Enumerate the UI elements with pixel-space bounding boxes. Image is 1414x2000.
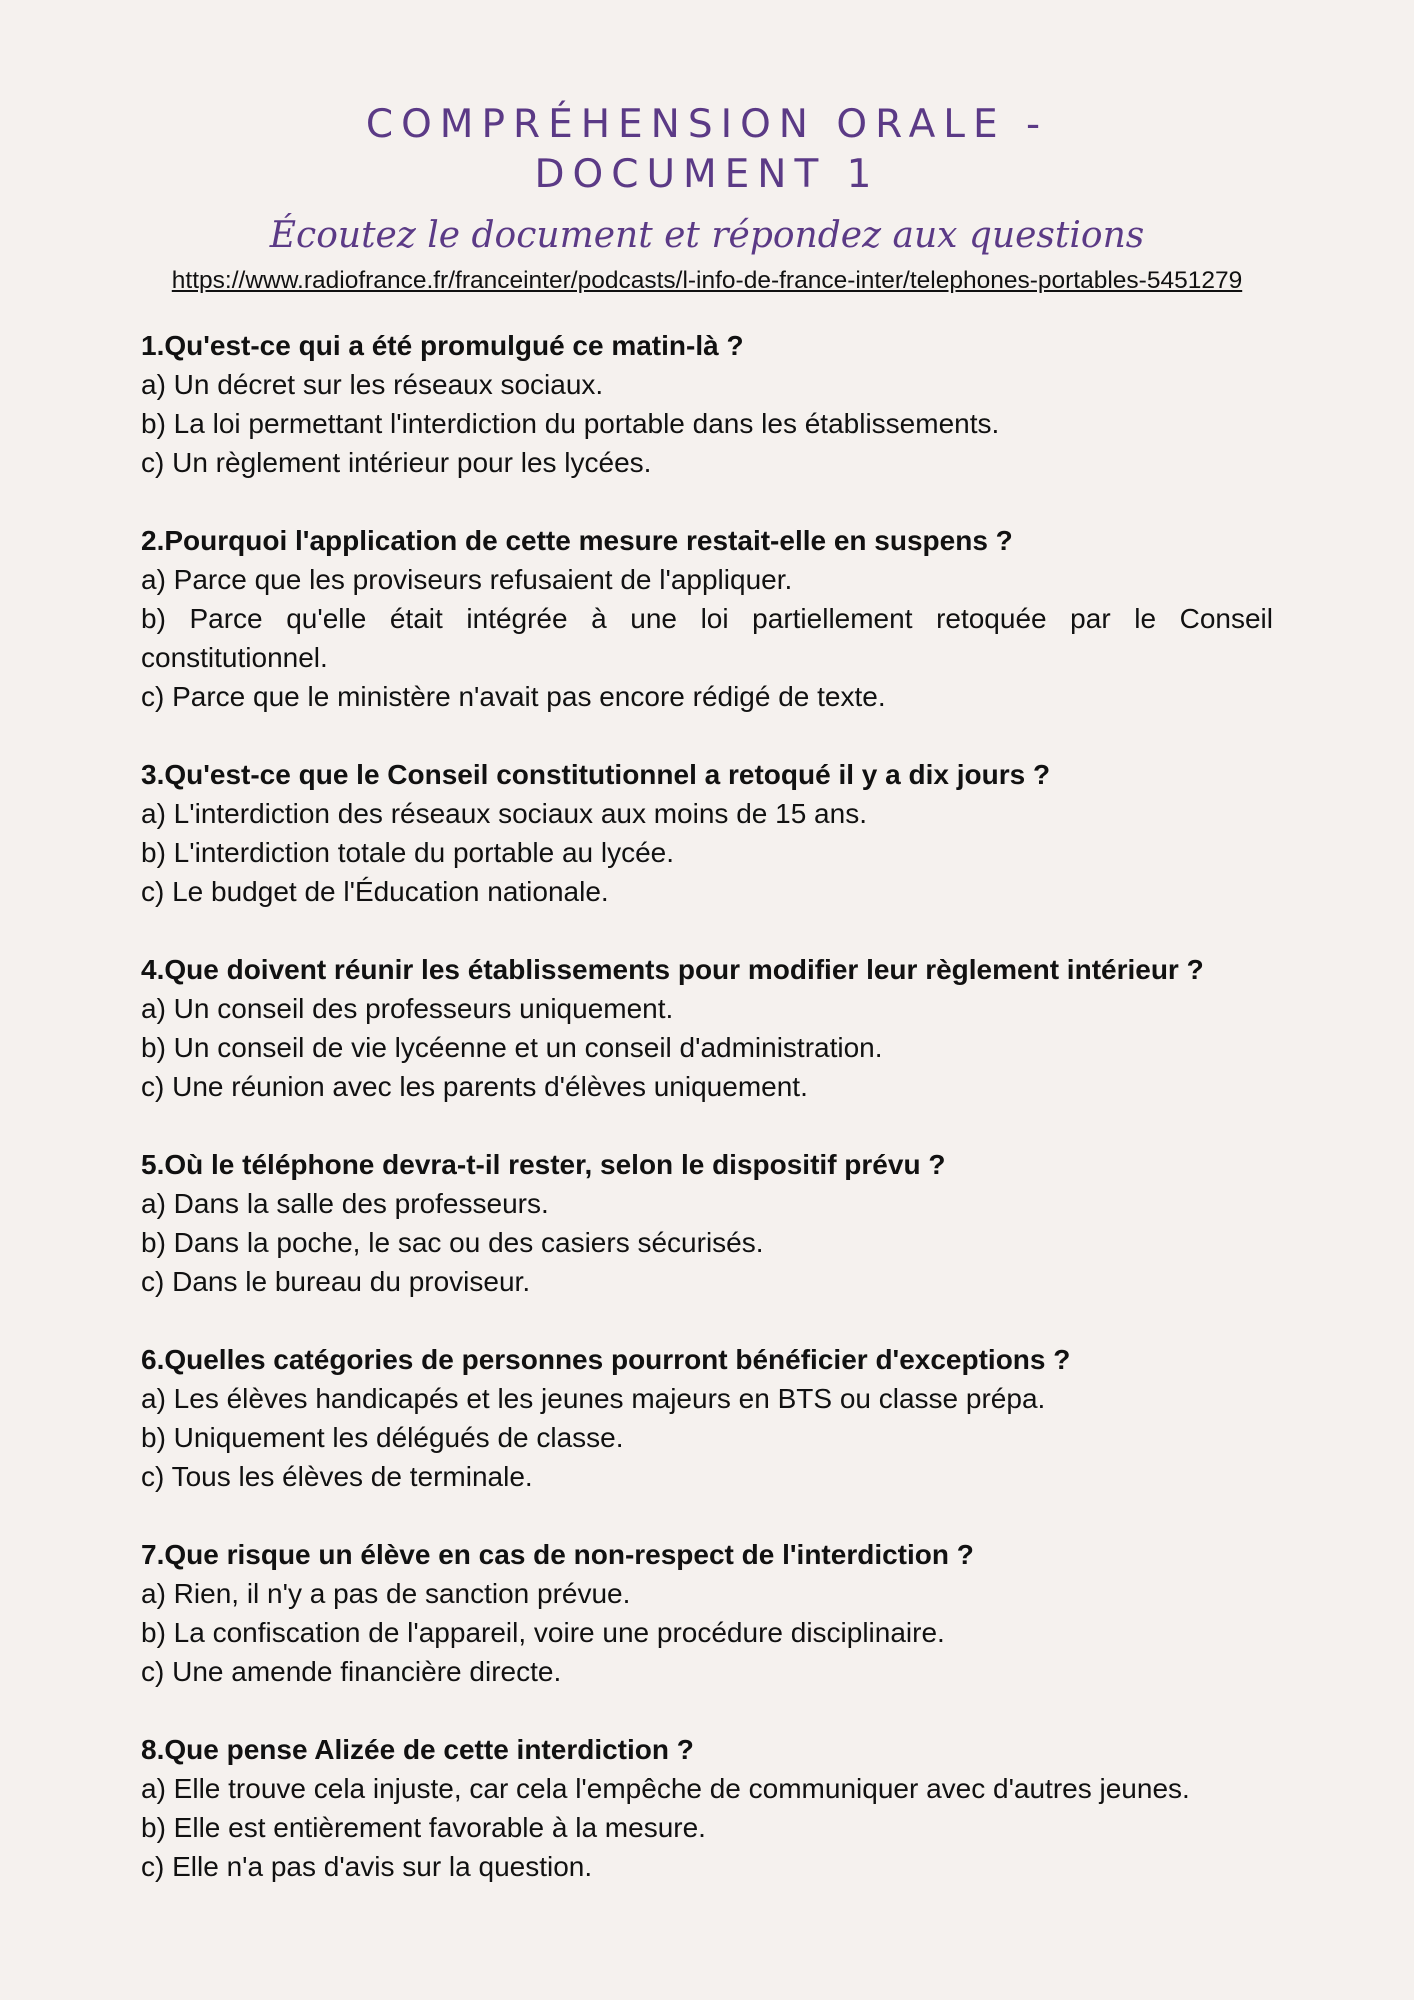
answer-option-c: c) Tous les élèves de terminale. bbox=[141, 1461, 533, 1492]
page-subtitle: Écoutez le document et répondez aux questions bbox=[269, 215, 1145, 256]
answer-option-c: c) Le budget de l'Éducation nationale. bbox=[141, 876, 609, 907]
question-title: 6.Quelles catégories de personnes pourront bénéficier d'exceptions ? bbox=[141, 1344, 1071, 1375]
answer-option-a: a) Rien, il n'y a pas de sanction prévue. bbox=[141, 1578, 631, 1609]
answer-option-a: a) Les élèves handicapés et les jeunes majeurs en BTS ou classe prépa. bbox=[141, 1383, 1046, 1414]
page-title-line-1: COMPRÉHENSION ORALE - bbox=[365, 102, 1049, 147]
answer-option-a: a) Elle trouve cela injuste, car cela l'empêche de communiquer avec d'autres jeunes. bbox=[141, 1773, 1190, 1804]
answer-option-b: b) L'interdiction totale du portable au lycée. bbox=[141, 837, 675, 868]
answer-option-b: b) La confiscation de l'appareil, voire une procédure disciplinaire. bbox=[141, 1617, 945, 1648]
answer-option-b: b) Elle est entièrement favorable à la mesure. bbox=[141, 1812, 706, 1843]
question-6 bbox=[141, 1340, 1273, 1496]
answer-option-b: b) Dans la poche, le sac ou des casiers sécurisés. bbox=[141, 1227, 764, 1258]
question-list bbox=[141, 326, 1273, 1886]
answer-option-a: a) L'interdiction des réseaux sociaux aux moins de 15 ans. bbox=[141, 798, 867, 829]
answer-option-c: c) Dans le bureau du proviseur. bbox=[141, 1266, 531, 1297]
question-5 bbox=[141, 1145, 1273, 1301]
question-2 bbox=[141, 521, 1273, 716]
answer-option-c: c) Parce que le ministère n'avait pas encore rédigé de texte. bbox=[141, 681, 886, 712]
answer-option-a: a) Un décret sur les réseaux sociaux. bbox=[141, 369, 604, 400]
answer-option-a: a) Parce que les proviseurs refusaient de l'appliquer. bbox=[141, 564, 793, 595]
question-title: 5.Où le téléphone devra-t-il rester, selon le dispositif prévu ? bbox=[141, 1149, 946, 1180]
question-title: 2.Pourquoi l'application de cette mesure restait-elle en suspens ? bbox=[141, 525, 1013, 556]
question-7 bbox=[141, 1535, 1273, 1691]
answer-option-c: c) Elle n'a pas d'avis sur la question. bbox=[141, 1851, 593, 1882]
answer-option-b: b) Parce qu'elle était intégrée à une loi partiellement retoquée par le Conseil constitutionnel. bbox=[141, 603, 1273, 673]
question-title: 1.Qu'est-ce qui a été promulgué ce matin-là ? bbox=[141, 330, 744, 361]
answer-option-c: c) Un règlement intérieur pour les lycées. bbox=[141, 447, 652, 478]
answer-option-b: b) Uniquement les délégués de classe. bbox=[141, 1422, 624, 1453]
question-8 bbox=[141, 1730, 1273, 1886]
answer-option-b: b) La loi permettant l'interdiction du portable dans les établissements. bbox=[141, 408, 1000, 439]
document-page bbox=[141, 100, 1273, 1925]
source-link[interactable]: https://www.radiofrance.fr/franceinter/podcasts/l-info-de-france-inter/telephones-portables-5451279 bbox=[171, 267, 1243, 294]
question-4 bbox=[141, 950, 1273, 1106]
question-title: 3.Qu'est-ce que le Conseil constitutionnel a retoqué il y a dix jours ? bbox=[141, 759, 1051, 790]
page-title bbox=[141, 100, 1273, 200]
question-title: 4.Que doivent réunir les établissements pour modifier leur règlement intérieur ? bbox=[141, 954, 1204, 985]
answer-option-c: c) Une réunion avec les parents d'élèves uniquement. bbox=[141, 1071, 808, 1102]
question-1 bbox=[141, 326, 1273, 482]
page-title-line-2: DOCUMENT 1 bbox=[534, 152, 880, 197]
question-3 bbox=[141, 755, 1273, 911]
answer-option-c: c) Une amende financière directe. bbox=[141, 1656, 562, 1687]
answer-option-b: b) Un conseil de vie lycéenne et un conseil d'administration. bbox=[141, 1032, 883, 1063]
question-title: 7.Que risque un élève en cas de non-respect de l'interdiction ? bbox=[141, 1539, 974, 1570]
question-title: 8.Que pense Alizée de cette interdiction ? bbox=[141, 1734, 694, 1765]
answer-option-a: a) Dans la salle des professeurs. bbox=[141, 1188, 549, 1219]
answer-option-a: a) Un conseil des professeurs uniquement. bbox=[141, 993, 674, 1024]
